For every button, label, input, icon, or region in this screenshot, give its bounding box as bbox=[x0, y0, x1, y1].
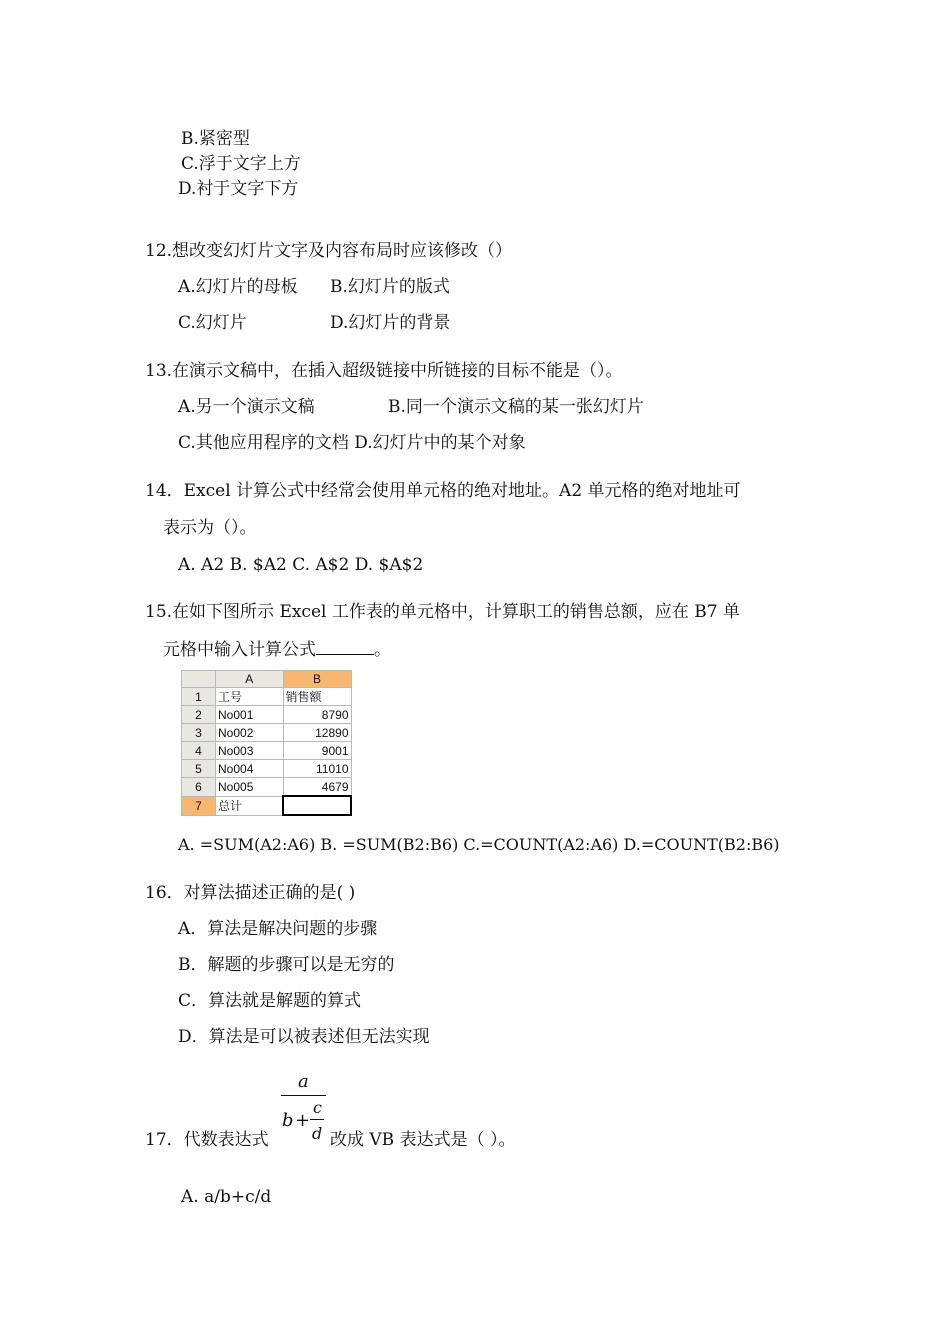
q16-option-b: B．解题的步骤可以是无穷的 bbox=[178, 955, 395, 975]
cell-b: 4679 bbox=[283, 778, 351, 797]
table-row bbox=[182, 778, 352, 797]
q14-stem-line1: 14．Excel 计算公式中经常会使用单元格的绝对地址。A2 单元格的绝对地址可 bbox=[145, 481, 741, 501]
q13-option-b: B.同一个演示文稿的某一张幻灯片 bbox=[388, 397, 644, 417]
fraction-plus: + bbox=[295, 1110, 311, 1131]
fraction-numerator: a bbox=[298, 1071, 309, 1092]
q12-stem: 12.想改变幻灯片文字及内容布局时应该修改（） bbox=[145, 241, 513, 261]
q12-option-d: D.幻灯片的背景 bbox=[330, 313, 451, 333]
table-row bbox=[182, 688, 352, 706]
table-row bbox=[182, 706, 352, 724]
cell-b: 销售额 bbox=[283, 688, 351, 706]
cell-b: 11010 bbox=[283, 760, 351, 778]
corner-cell bbox=[182, 671, 216, 688]
row-header: 5 bbox=[182, 760, 216, 778]
excel-sheet-figure bbox=[181, 670, 352, 816]
fraction-c: c bbox=[313, 1098, 322, 1117]
cell-a: No002 bbox=[216, 724, 284, 742]
row-header: 6 bbox=[182, 778, 216, 797]
column-header-a: A bbox=[216, 671, 284, 688]
q14-stem-line2: 表示为（）。 bbox=[163, 518, 257, 538]
cell-b: 8790 bbox=[283, 706, 351, 724]
q15-stem-end: 。 bbox=[374, 640, 391, 660]
row-header: 4 bbox=[182, 742, 216, 760]
q12-option-c: C.幻灯片 bbox=[178, 313, 247, 333]
cell-a: 总计 bbox=[216, 796, 284, 815]
table-row bbox=[182, 742, 352, 760]
q11-option-b: B.紧密型 bbox=[181, 129, 250, 149]
cell-b: 12890 bbox=[283, 724, 351, 742]
q16-option-c: C．算法就是解题的算式 bbox=[178, 991, 362, 1011]
cell-b: 9001 bbox=[283, 742, 351, 760]
column-header-b: B bbox=[283, 671, 351, 688]
column-header-row bbox=[182, 671, 352, 688]
fraction-den-b: b bbox=[282, 1110, 294, 1131]
q15-options: A. =SUM(A2:A6) B. =SUM(B2:B6) C.=COUNT(A2:A6) D.=COUNT(B2:B6) bbox=[178, 835, 780, 854]
cell-a: No004 bbox=[216, 760, 284, 778]
cell-a: 工号 bbox=[216, 688, 284, 706]
table-row bbox=[182, 724, 352, 742]
q11-option-d: D.衬于文字下方 bbox=[178, 179, 299, 199]
q12-option-a: A.幻灯片的母板 bbox=[178, 277, 298, 297]
q13-stem: 13.在演示文稿中，在插入超级链接中所链接的目标不能是（）。 bbox=[145, 361, 623, 381]
q17-stem-pre: 17．代数表达式 bbox=[145, 1130, 269, 1150]
active-cell-b7 bbox=[283, 796, 351, 815]
q15-stem-line2 bbox=[163, 639, 391, 661]
cell-a: No005 bbox=[216, 778, 284, 797]
q16-option-d: D．算法是可以被表述但无法实现 bbox=[178, 1027, 430, 1047]
q11-option-c: C.浮于文字上方 bbox=[181, 154, 301, 174]
answer-blank bbox=[316, 640, 374, 655]
cell-a: No001 bbox=[216, 706, 284, 724]
q17-option-a: A. a/b+c/d bbox=[181, 1187, 272, 1207]
row-header: 3 bbox=[182, 724, 216, 742]
inner-fraction-bar bbox=[310, 1119, 324, 1120]
q15-stem-line1: 15.在如下图所示 Excel 工作表的单元格中，计算职工的销售总额，应在 B7 单 bbox=[145, 602, 740, 622]
row-header: 2 bbox=[182, 706, 216, 724]
cell-a: No003 bbox=[216, 742, 284, 760]
fraction-bar bbox=[281, 1095, 326, 1096]
q13-option-a: A.另一个演示文稿 bbox=[178, 397, 315, 417]
fraction-d: d bbox=[312, 1124, 323, 1143]
q12-option-b: B.幻灯片的版式 bbox=[330, 277, 450, 297]
table-row bbox=[182, 796, 352, 815]
q17-stem-post: 改成 VB 表达式是（ ）。 bbox=[330, 1130, 516, 1150]
q16-option-a: A．算法是解决问题的步骤 bbox=[178, 919, 378, 939]
table-row bbox=[182, 760, 352, 778]
q13-option-cd: C.其他应用程序的文档 D.幻灯片中的某个对象 bbox=[178, 433, 526, 453]
q14-options: A. A2 B. $A2 C. A$2 D. $A$2 bbox=[178, 555, 424, 575]
row-header: 1 bbox=[182, 688, 216, 706]
row-header: 7 bbox=[182, 796, 216, 815]
q16-stem: 16．对算法描述正确的是( ) bbox=[145, 883, 356, 903]
q15-stem-text: 元格中输入计算公式 bbox=[163, 640, 316, 660]
